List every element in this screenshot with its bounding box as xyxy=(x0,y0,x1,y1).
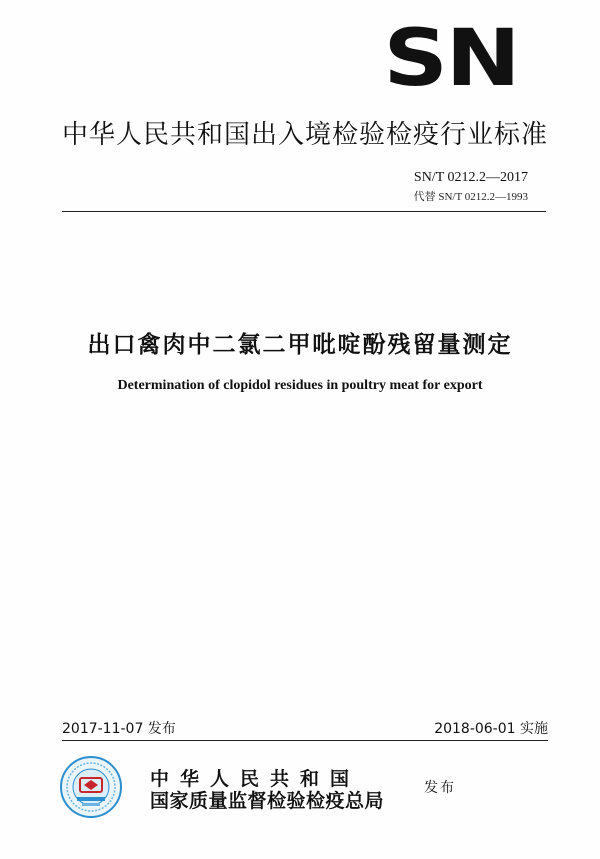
issue-date: 2017-11-07 发布 xyxy=(62,721,176,737)
replaced-standard: 代替 SN/T 0212.2—1993 xyxy=(413,191,528,203)
bottom-divider xyxy=(62,740,548,741)
top-divider xyxy=(62,211,546,212)
document-title-en: Determination of clopidol residues in poultry meat for export xyxy=(117,378,483,393)
sn-logo: SN xyxy=(382,14,518,104)
anti-counterfeit-seal-icon xyxy=(60,756,122,818)
issuer-agency: 国家质量监督检验检疫总局 xyxy=(150,790,385,812)
publish-label: 发布 xyxy=(424,780,456,796)
issuer-country: 中华人民共和国 xyxy=(150,768,361,790)
implementation-date: 2018-06-01 实施 xyxy=(434,721,548,737)
standard-number: SN/T 0212.2—2017 xyxy=(413,170,528,185)
document-title-cn: 出口禽肉中二氯二甲吡啶酚残留量测定 xyxy=(87,332,513,358)
industry-standard-header: 中华人民共和国出入境检验检疫行业标准 xyxy=(62,120,549,150)
